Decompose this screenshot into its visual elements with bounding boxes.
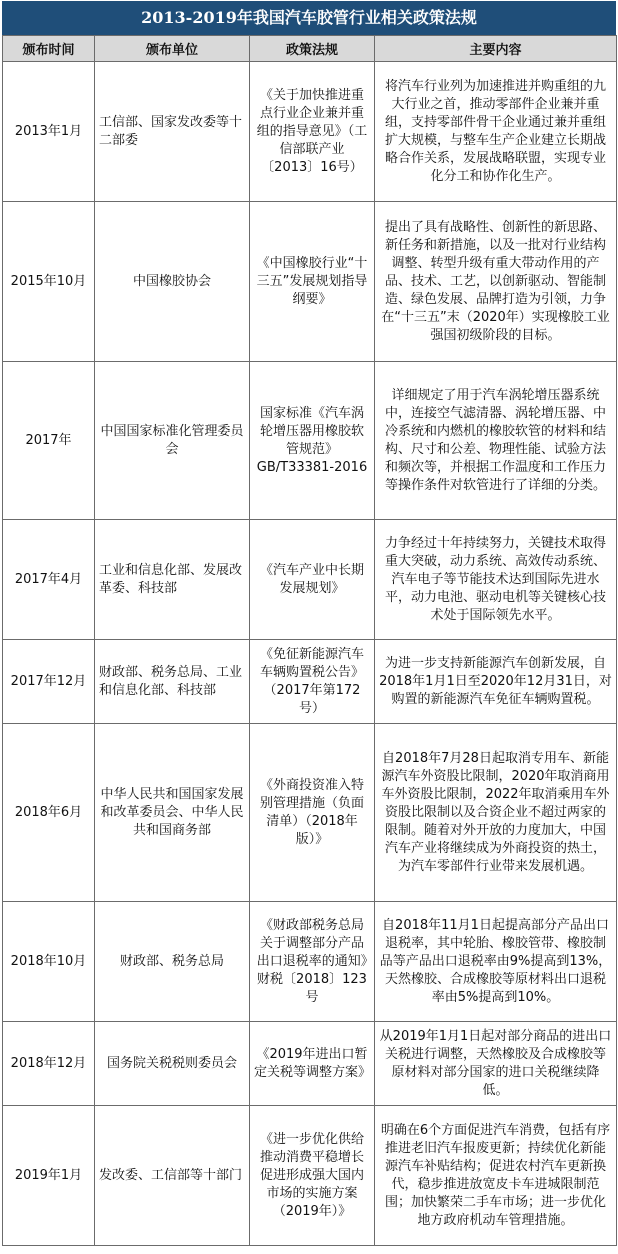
cell-policy: 国家标准《汽车涡轮增压器用橡胶软管规范》GB/T33381-2016 [250, 362, 375, 520]
cell-policy: 《中国橡胶行业“十三五”发展规划指导纲要》 [250, 202, 375, 362]
cell-unit: 工业和信息化部、发展改革委、科技部 [95, 520, 250, 640]
cell-unit: 财政部、税务总局、工业和信息化部、科技部 [95, 640, 250, 724]
cell-content: 自2018年11月1日起提高部分产品出口退税率，其中轮胎、橡胶管带、橡胶制品等产品出口退税率由9%提高到13%，天然橡胶、合成橡胶等原材料出口退税率由5%提高到10%。 [375, 902, 617, 1022]
header-row [3, 36, 617, 62]
cell-time: 2019年1月 [3, 1106, 95, 1246]
cell-policy: 《免征新能源汽车车辆购置税公告》（2017年第172号） [250, 640, 375, 724]
cell-time: 2017年12月 [3, 640, 95, 724]
cell-policy: 《外商投资准入特别管理措施（负面清单）（2018年版）》 [250, 724, 375, 902]
cell-time: 2018年10月 [3, 902, 95, 1022]
cell-unit: 工信部、国家发改委等十二部委 [95, 62, 250, 202]
cell-content: 详细规定了用于汽车涡轮增压器系统中，连接空气滤清器、涡轮增压器、中冷系统和内燃机的橡胶软管的材料和结构、尺寸和公差、物理性能、试验方法和频次等，并根据工作温度和工作压力等操作条件对软管进行了详细的分类。 [375, 362, 617, 520]
cell-unit: 财政部、税务总局 [95, 902, 250, 1022]
table-row [3, 1022, 617, 1106]
cell-policy: 《财政部税务总局关于调整部分产品出口退税率的通知》财税〔2018〕123号 [250, 902, 375, 1022]
cell-content: 提出了具有战略性、创新性的新思路、新任务和新措施，以及一批对行业结构调整、转型升级有重大带动作用的产品、技术、工艺，以创新驱动、智能制造、绿色发展、品牌打造为引领，力争在“十三五”末（2020年）实现橡胶工业强国初级阶段的目标。 [375, 202, 617, 362]
cell-time: 2017年4月 [3, 520, 95, 640]
table-row [3, 1106, 617, 1246]
header-policy: 政策法规 [250, 36, 375, 62]
policy-table [2, 35, 617, 1246]
cell-unit: 中国橡胶协会 [95, 202, 250, 362]
cell-content: 自2018年7月28日起取消专用车、新能源汽车外资股比限制，2020年取消商用车外资股比限制，2022年取消乘用车外资股比限制以及合资企业不超过两家的限制。随着对外开放的力度加大，中国汽车产业将继续成为外商投资的热土，为汽车零部件行业带来发展机遇。 [375, 724, 617, 902]
cell-time: 2018年6月 [3, 724, 95, 902]
header-content: 主要内容 [375, 36, 617, 62]
cell-unit: 国务院关税税则委员会 [95, 1022, 250, 1106]
header-time: 颁布时间 [3, 36, 95, 62]
table-row [3, 62, 617, 202]
cell-content: 为进一步支持新能源汽车创新发展，自2018年1月1日至2020年12月31日，对购置的新能源汽车免征车辆购置税。 [375, 640, 617, 724]
table-title: 2013-2019年我国汽车胶管行业相关政策法规 [2, 1, 616, 35]
cell-unit: 中华人民共和国国家发展和改革委员会、中华人民共和国商务部 [95, 724, 250, 902]
table-row [3, 520, 617, 640]
cell-unit: 中国国家标准化管理委员会 [95, 362, 250, 520]
table-row [3, 202, 617, 362]
cell-content: 从2019年1月1日起对部分商品的进出口关税进行调整，天然橡胶及合成橡胶等原材料对部分国家的进口关税继续降低。 [375, 1022, 617, 1106]
cell-policy: 《汽车产业中长期发展规划》 [250, 520, 375, 640]
cell-content: 明确在6个方面促进汽车消费，包括有序推进老旧汽车报废更新；持续优化新能源汽车补贴结构；促进农村汽车更新换代，稳步推进放宽皮卡车进城限制范围；加快繁荣二手车市场；进一步优化地方政府机动车管理措施。 [375, 1106, 617, 1246]
cell-time: 2018年12月 [3, 1022, 95, 1106]
cell-policy: 《进一步优化供给推动消费平稳增长促进形成强大国内市场的实施方案（2019年）》 [250, 1106, 375, 1246]
policy-table-container [2, 1, 616, 1246]
table-row [3, 640, 617, 724]
table-row [3, 362, 617, 520]
cell-policy: 《关于加快推进重点行业企业兼并重组的指导意见》（工信部联产业〔2013〕16号） [250, 62, 375, 202]
cell-time: 2015年10月 [3, 202, 95, 362]
header-unit: 颁布单位 [95, 36, 250, 62]
cell-content: 力争经过十年持续努力，关键技术取得重大突破，动力系统、高效传动系统、汽车电子等节能技术达到国际先进水平，动力电池、驱动电机等关键核心技术处于国际领先水平。 [375, 520, 617, 640]
cell-unit: 发改委、工信部等十部门 [95, 1106, 250, 1246]
cell-content: 将汽车行业列为加速推进并购重组的九大行业之首，推动零部件企业兼并重组，支持零部件骨干企业通过兼并重组扩大规模，与整车生产企业建立长期战略合作关系，发展战略联盟，实现专业化分工和协作化生产。 [375, 62, 617, 202]
cell-time: 2013年1月 [3, 62, 95, 202]
cell-policy: 《2019年进出口暂定关税等调整方案》 [250, 1022, 375, 1106]
cell-time: 2017年 [3, 362, 95, 520]
table-row [3, 902, 617, 1022]
table-row [3, 724, 617, 902]
